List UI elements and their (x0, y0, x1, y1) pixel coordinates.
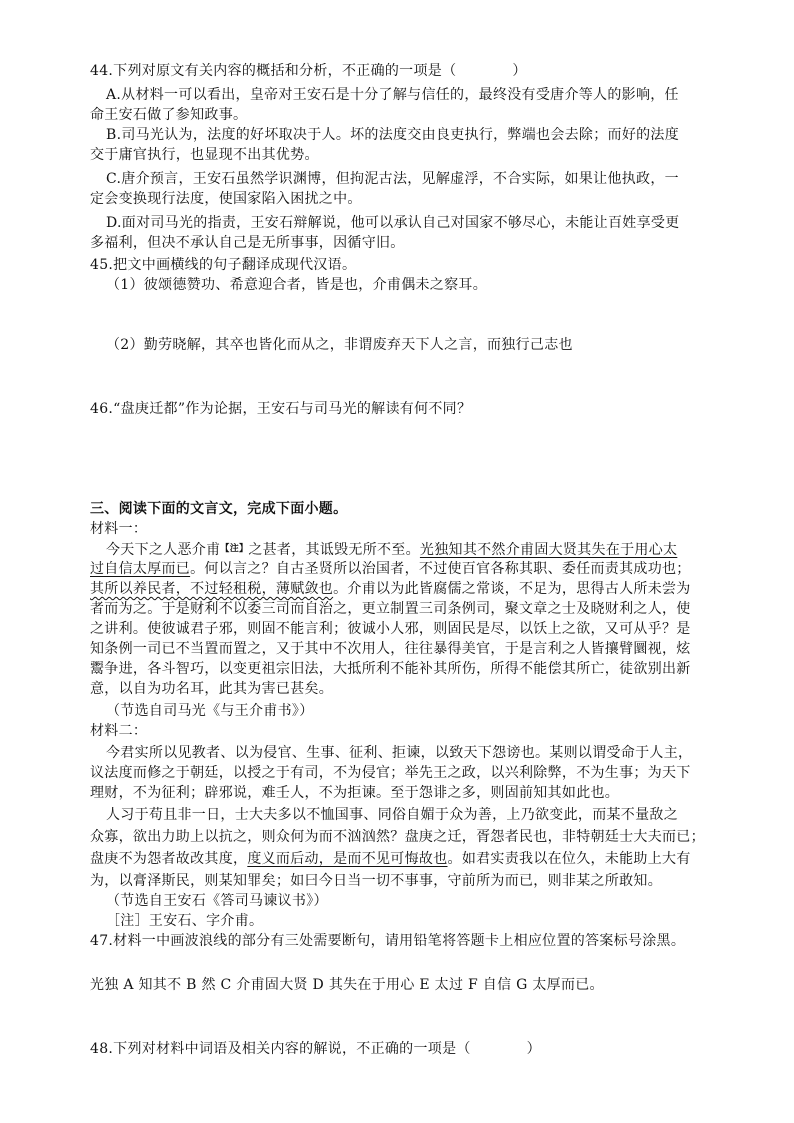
q47-stem: 47.材料一中画波浪线的部分有三处需要断句，请用铅笔将答题卡上相应位置的答案标号涂黑。 (90, 933, 686, 949)
material-1-line-6: 知条例一司已不当置而置之，又于其中不次用人，往往暴得美官，于是言利之人皆攘臂圜视，炫 (90, 641, 691, 657)
material-2-line-1: 今君实所以见教者、以为侵官、生事、征利、拒谏，以致天下怨谤也。某则以谓受命于人主， (106, 745, 693, 761)
q44-option-d-line2: 多福利，但决不承认自己是无所事事，因循守旧。 (90, 235, 405, 251)
material-1-line-3: 其所以养民者，不过轻租税，薄赋敛也。介甫以为此皆腐儒之常谈，不足为，思得古人所未尝为 (90, 581, 691, 597)
material-2-line-3: 理财，不为征利；辟邪说，难壬人，不为拒谏。至于怨诽之多，则固前知其如此也。 (90, 785, 620, 801)
material-1-source: （节选自司马光《与王介甫书》） (106, 703, 314, 719)
material-2-label: 材料二： (90, 723, 148, 739)
annotation-note: ［注］王安石、字介甫。 (106, 913, 264, 929)
underlined-sentence-2: 度义而后动，是而不见可悔故也 (247, 851, 448, 867)
material-1-line-2: 过自信太厚而已。何以言之？自古圣贤所以治国者，不过使百官各称其职、委任而责其成功也； (90, 561, 691, 577)
q44-option-b-line1: B.司马光认为，法度的好坏取决于人。坏的法度交由良吏执行，弊端也会去除；而好的法度 (106, 127, 680, 143)
q45-sentence-1: （1）彼颂德赞功、希意迎合者，皆是也，介甫偶未之察耳。 (106, 277, 488, 293)
q44-option-a-line1: A.从材料一可以看出，皇帝对王安石是十分了解与信任的，最终没有受唐介等人的影响，任 (106, 87, 679, 103)
q44-option-d-line1: D.面对司马光的指责，王安石辩解说，他可以承认自己对国家不够尽心，未能让百姓享受更 (106, 215, 680, 231)
q48-stem: 48.下列对材料中词语及相关内容的解说，不正确的一项是（ ） (90, 1041, 541, 1057)
material-2-line-4: 人习于苟且非一日，士大夫多以不恤国事、同俗自媚于众为善，上乃欲变此，而某不量敌之 (106, 807, 678, 823)
q44-option-c-line1: C.唐介预言，王安石虽然学识渊博，但拘泥古法，见解虚浮，不合实际，如果让他执政，一 (106, 171, 679, 187)
q44-option-b-line2: 交于庸官执行，也显现不出其优势。 (90, 147, 319, 163)
q45-sentence-2: （2）勤劳晓解，其卒也皆化而从之，非谓废弃天下人之言，而独行己志也 (106, 337, 573, 353)
q46-stem: 46.“盘庚迁都”作为论据，王安石与司马光的解读有何不同？ (90, 401, 472, 417)
note-marker: 【注】 (220, 544, 249, 554)
q44-option-a-line2: 命王安石做了参知政事。 (90, 107, 248, 123)
q47-sentence: 光独 A 知其不 B 然 C 介甫固大贤 D 其失在于用心 E 太过 F 自信 G 太厚而已。 (90, 977, 604, 993)
material-1-line-7: 鬻争进，各斗智巧，以变更祖宗旧法，大抵所利不能补其所伤，所得不能偿其所亡，徒欲别出新 (90, 661, 691, 677)
material-1-label: 材料一： (90, 521, 148, 537)
material-2-line-5: 众寡，欲出力助上以抗之，则众何为而不汹汹然？盘庚之迁，胥怨者民也，非特朝廷士大夫而已； (90, 829, 705, 845)
q44-option-c-line2: 定会变换现行法度，使国家陷入困扰之中。 (90, 191, 362, 207)
section-3-title: 三、阅读下面的文言文，完成下面小题。 (90, 501, 348, 517)
q44-stem: 44.下列对原文有关内容的概括和分析，不正确的一项是（ ） (90, 63, 527, 79)
material-2-line-7: 为，以膏泽斯民，则某知罪矣；如曰今日当一切不事事，守前所为而已，则非某之所敢知。 (90, 873, 662, 889)
underlined-sentence-1b: 过自信太厚而已 (90, 561, 191, 577)
material-1-line-5: 之讲利。使彼诚君子邪，则固不能言利；彼诚小人邪，则固民是尽，以饫上之欲，又可从乎？是 (90, 621, 691, 637)
wavy-underlined-sentence: 其所以养民者，不过轻租税，薄赋敛也 (90, 581, 334, 597)
material-1-line-1: 今天下之人恶介甫$^{【注】}$之甚者，其诋毁无所不至。光独知其不然介甫固大贤其失在于用心太 (106, 542, 678, 558)
q45-stem: 45.把文中画横线的句子翻译成现代汉语。 (90, 257, 357, 273)
material-1-line-8: 意，以自为功名耳，此其为害已甚矣。 (90, 681, 334, 697)
material-2-source: （节选自王安石《答司马谏议书》） (106, 893, 328, 909)
material-2-line-2: 议法度而修之于朝廷，以授之于有司，不为侵官；举先王之政，以兴利除弊，不为生事；为天下 (90, 765, 691, 781)
underlined-sentence-1a: 光独知其不然介甫固大贤其失在于用心太 (419, 542, 678, 558)
material-1-line-4: 者而为之。于是财利不以委三司而自治之，更立制置三司条例司，聚文章之士及晓财利之人，使 (90, 601, 691, 617)
material-2-line-6: 盘庚不为怨者故改其度，度义而后动，是而不见可悔故也。如君实责我以在位久，未能助上大有 (90, 851, 691, 867)
